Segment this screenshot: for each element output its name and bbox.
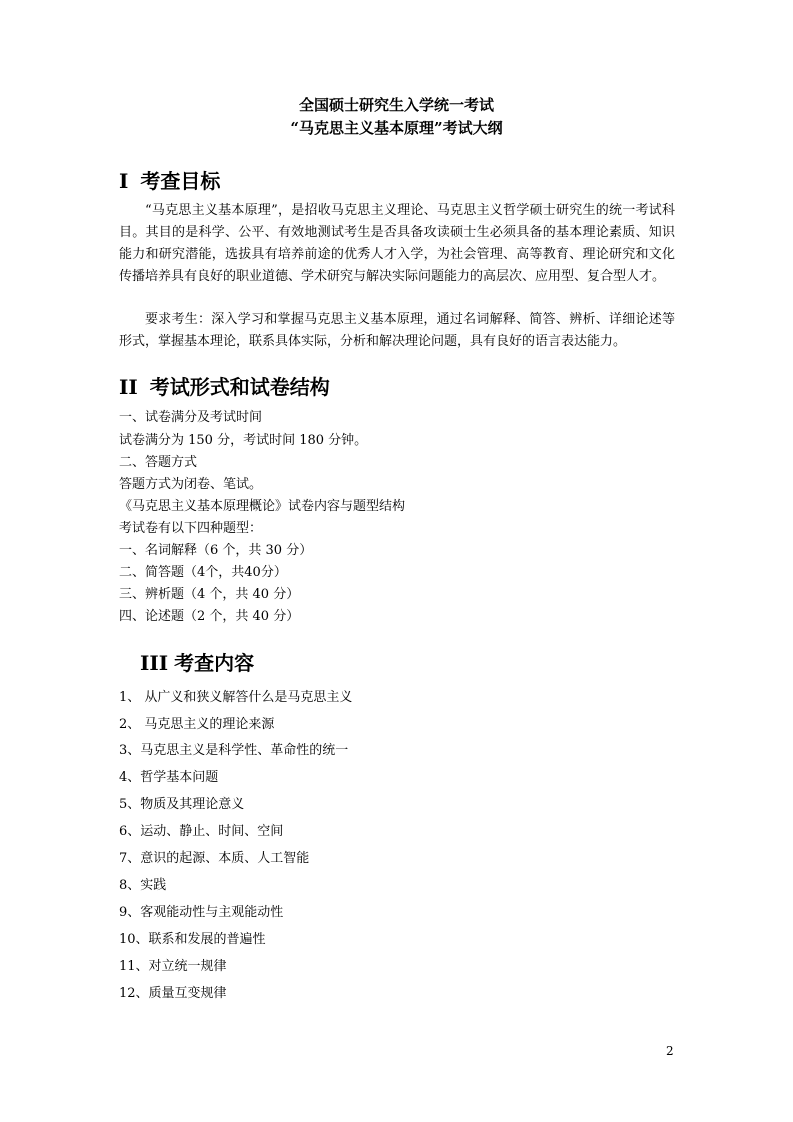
section-1-paragraph-2: 要求考生：深入学习和掌握马克思主义基本原理，通过名词解释、简答、辨析、详细论述等形式，掌握基本理论，联系具体实际，分析和解决理论问题，具有良好的语言表达能力。 [119,312,675,349]
section-2-number: II [119,375,138,399]
content-list-item: 7、意识的起源、本质、人工智能 [119,851,310,866]
content-list-item: 9、客观能动性与主观能动性 [119,905,284,920]
section-3-title: 考查内容 [174,651,255,675]
section-1-title: 考查目标 [140,169,221,193]
exam-form-line: 三、辨析题（4 个，共 40 分） [119,587,300,602]
content-list-item: 10、联系和发展的普遍性 [119,932,266,947]
section-1-paragraph-1: “马克思主义基本原理”，是招收马克思主义理论、马克思主义哲学硕士研究生的统一考试科目。其目的是科学、公平、有效地测试考生是否具备攻读硕士生必须具备的基本理论素质、知识能力和研究潜能，选拔具有培养前途的优秀人才入学，为社会管理、高等教育、理论研究和文化传播培养具有良好的职业道德、学术研究与解决实际问题能力的高层次、应用型、复合型人才。 [119,203,675,284]
document-title-line-1: 全国硕士研究生入学统一考试 [298,96,494,114]
exam-form-line: 一、名词解释（6 个，共 30 分） [119,543,313,558]
content-list-item: 4、哲学基本问题 [119,770,219,785]
exam-form-line: 答题方式为闭卷、笔试。 [119,477,263,492]
exam-form-line: 一、试卷满分及考试时间 [119,410,263,425]
content-list-item: 11、对立统一规律 [119,959,227,974]
exam-form-line: 四、论述题（2 个，共 40 分） [119,609,300,624]
exam-form-line: 二、简答题（4个，共40分） [119,565,287,580]
content-list-item: 8、实践 [119,878,167,893]
section-2-heading [119,374,330,400]
exam-form-line: 《马克思主义基本原理概论》试卷内容与题型结构 [119,499,406,514]
content-list-item: 2、 马克思主义的理论来源 [119,717,275,732]
section-3-number: III [140,651,169,675]
exam-form-line: 二、答题方式 [119,455,198,470]
content-list-item: 3、马克思主义是科学性、革命性的统一 [119,743,349,758]
content-list-item: 6、运动、静止、时间、空间 [119,824,284,839]
content-list-item: 12、质量互变规律 [119,986,227,1001]
section-3-heading [140,650,254,676]
content-list-item: 1、 从广义和狭义解答什么是马克思主义 [119,690,353,705]
document-title-line-2: “马克思主义基本原理”考试大纲 [290,119,503,137]
exam-form-line: 考试卷有以下四种题型： [119,521,263,536]
page-number: 2 [666,1044,674,1058]
exam-form-line: 试卷满分为 150 分，考试时间 180 分钟。 [119,433,368,448]
section-1-heading [119,168,220,194]
content-list-item: 5、物质及其理论意义 [119,797,245,812]
section-2-title: 考试形式和试卷结构 [149,375,330,399]
section-1-number: I [119,169,129,193]
